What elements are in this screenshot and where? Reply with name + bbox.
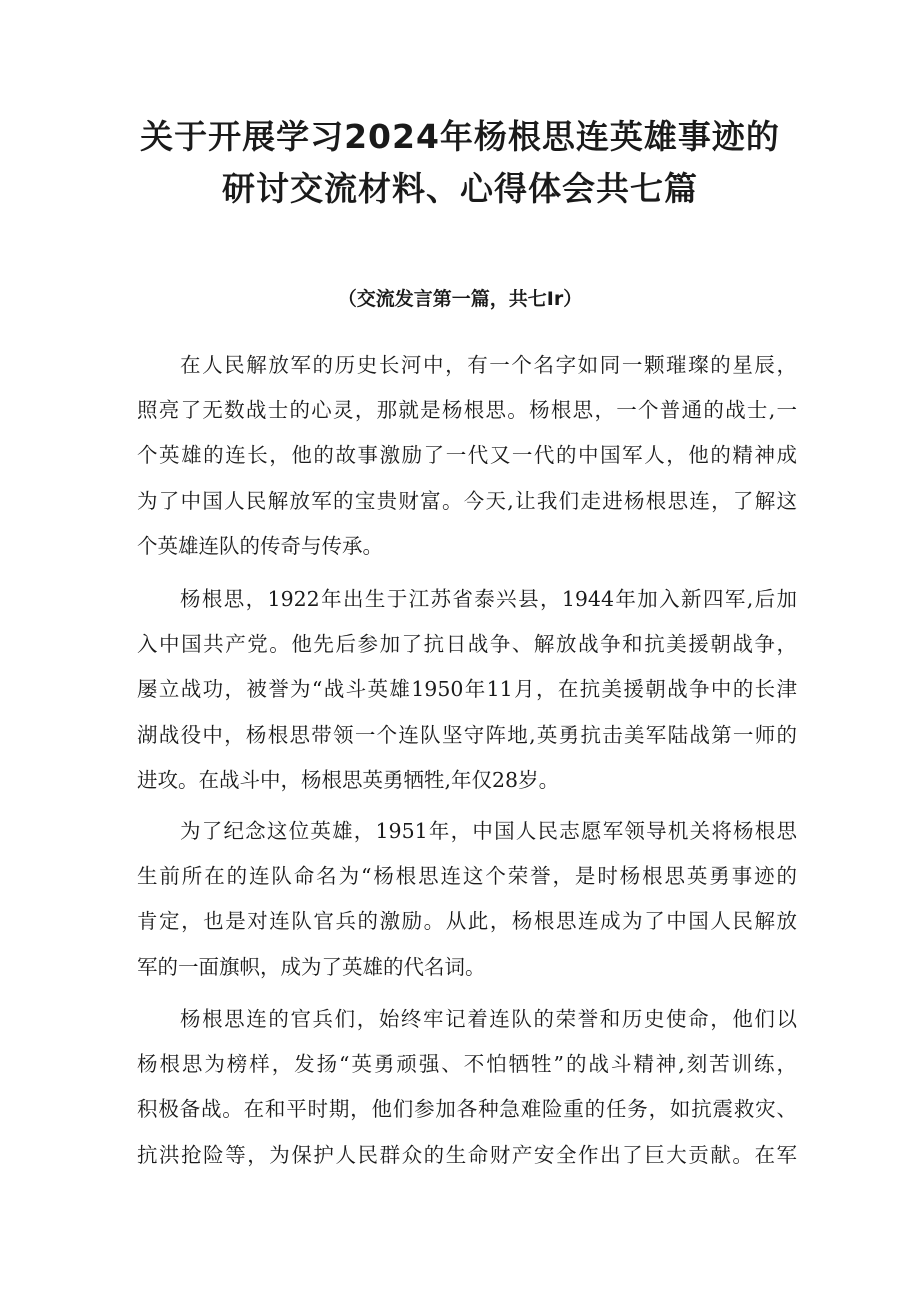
paragraph-line: 个英雄连队的传奇与传承。: [137, 533, 383, 558]
paragraph-line: 入中国共产党。他先后参加了抗日战争、解放战争和抗美援朝战争，: [137, 632, 797, 657]
paragraph-line: 在人民解放军的历史长河中，有一个名字如同一颗璀璨的星辰，: [180, 353, 797, 377]
paragraph-line: 生前所在的连队命名为“杨根思连这个荣誉，是时杨根思英勇事迹的: [137, 864, 797, 889]
section-subtitle: （交流发言第一篇，共七Ir）: [337, 288, 583, 310]
paragraph-line: 杨根思连的官兵们，始终牢记着连队的荣誉和历史使命，他们以: [180, 1007, 797, 1031]
paragraph-line: 军的一面旗帜，成为了英雄的代名词。: [137, 954, 486, 979]
paragraph-line: 照亮了无数战士的心灵，那就是杨根思。杨根思，一个普通的战士,一: [137, 398, 797, 423]
paragraph-4: [137, 997, 797, 1178]
paragraph-2: [137, 577, 797, 803]
paragraph-line: 进攻。在战斗中，杨根思英勇牺牲,年仅28岁。: [137, 767, 560, 792]
document-title-line-1: 关于开展学习2024年杨根思连英雄事迹的: [140, 117, 780, 156]
paragraph-3: [137, 809, 797, 990]
paragraph-line: 个英雄的连长，他的故事激励了一代又一代的中国军人，他的精神成: [137, 443, 797, 468]
paragraph-line: 抗洪抢险等，为保护人民群众的生命财产安全作出了巨大贡献。在军: [137, 1142, 797, 1167]
paragraph-line: 屡立战功，被誉为“战斗英雄1950年11月，在抗美援朝战争中的长津: [137, 677, 797, 702]
paragraph-line: 杨根思为榜样，发扬“英勇顽强、不怕牺牲”的战斗精神,刻苦训练，: [137, 1052, 797, 1077]
paragraph-line: 湖战役中，杨根思带领一个连队坚守阵地,英勇抗击美军陆战第一师的: [137, 722, 797, 747]
paragraph-1: [137, 343, 797, 569]
paragraph-line: 为了中国人民解放军的宝贵财富。今天,让我们走进杨根思连，了解这: [137, 488, 797, 513]
paragraph-line: 杨根思，1922年出生于江苏省泰兴县，1944年加入新四军,后加: [180, 587, 797, 611]
paragraph-line: 积极备战。在和平时期，他们参加各种急难险重的任务，如抗震救灾、: [137, 1097, 797, 1122]
paragraph-line: 肯定，也是对连队官兵的激励。从此，杨根思连成为了中国人民解放: [137, 909, 797, 934]
paragraph-line: 为了纪念这位英雄，1951年，中国人民志愿军领导机关将杨根思: [180, 819, 797, 843]
document-title-line-2: 研讨交流材料、心得体会共七篇: [222, 169, 698, 208]
